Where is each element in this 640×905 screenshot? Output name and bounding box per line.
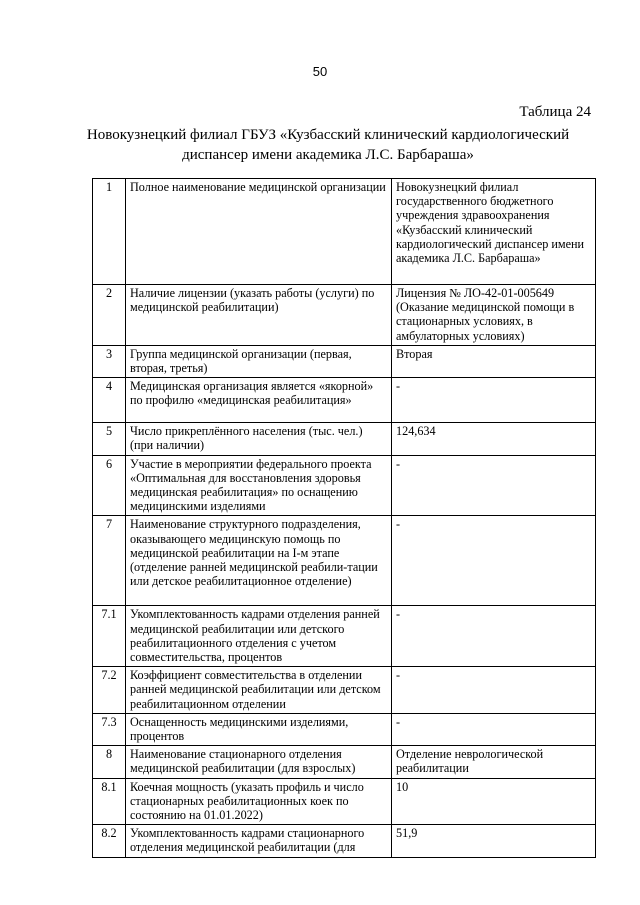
row-number: 8 (93, 746, 126, 778)
row-number: 7.2 (93, 667, 126, 714)
row-value: - (392, 713, 596, 745)
table-row (93, 455, 596, 516)
row-number: 7.1 (93, 606, 126, 667)
table-row (93, 778, 596, 825)
table-row (93, 746, 596, 778)
row-value: - (392, 606, 596, 667)
table-row (93, 667, 596, 714)
info-table (92, 178, 596, 858)
row-name: Число прикреплённого населения (тыс. чел.) (при наличии) (126, 423, 392, 455)
row-name: Укомплектованность кадрами стационарного отделения медицинской реабилитации (для (126, 825, 392, 857)
row-value: 10 (392, 778, 596, 825)
table-row (93, 825, 596, 857)
table-row (93, 285, 596, 346)
row-value: - (392, 455, 596, 516)
row-name: Оснащенность медицинскими изделиями, процентов (126, 713, 392, 745)
row-number: 2 (93, 285, 126, 346)
table-row (93, 378, 596, 423)
row-value: 124,634 (392, 423, 596, 455)
table-title: Новокузнецкий филиал ГБУЗ «Кузбасский клинический кардиологический диспансер имени академика Л.С. Барбараша» (86, 127, 570, 163)
table-row (93, 345, 596, 377)
row-number: 3 (93, 345, 126, 377)
row-number: 1 (93, 179, 126, 285)
table-row (93, 606, 596, 667)
row-value: Новокузнецкий филиал государственного бюджетного учреждения здравоохранения «Кузбасский клинический кардиологический диспансер имени академика Л.С. Барбараша» (392, 179, 596, 285)
table-row (93, 423, 596, 455)
row-value: Вторая (392, 345, 596, 377)
row-name: Полное наименование медицинской организации (126, 179, 392, 285)
row-name: Участие в мероприятии федерального проекта «Оптимальная для восстановления здоровья медицинская реабилитация» по оснащению медицинскими изделиями (126, 455, 392, 516)
table-row (93, 516, 596, 606)
row-value: - (392, 667, 596, 714)
row-number: 6 (93, 455, 126, 516)
row-name: Наименование структурного подразделения, оказывающего медицинскую помощь по медицинской реабилитации на I-м этапе (отделение ранней медицинской реабили-тации или детское реабилитационное отделение) (126, 516, 392, 606)
row-number: 8.1 (93, 778, 126, 825)
table-label: Таблица 24 (519, 104, 591, 120)
row-value: Лицензия № ЛО-42-01-005649 (Оказание медицинской помощи в стационарных условиях, в амбулаторных условиях) (392, 285, 596, 346)
row-number: 7.3 (93, 713, 126, 745)
row-value: Отделение неврологической реабилитации (392, 746, 596, 778)
row-name: Группа медицинской организации (первая, вторая, третья) (126, 345, 392, 377)
row-value: - (392, 516, 596, 606)
row-value: 51,9 (392, 825, 596, 857)
row-number: 4 (93, 378, 126, 423)
row-name: Наименование стационарного отделения медицинской реабилитации (для взрослых) (126, 746, 392, 778)
row-name: Укомплектованность кадрами отделения ранней медицинской реабилитации или детского реабилитационного отделения с учетом совместительства, процентов (126, 606, 392, 667)
row-number: 7 (93, 516, 126, 606)
row-name: Наличие лицензии (указать работы (услуги) по медицинской реабилитации) (126, 285, 392, 346)
row-name: Коечная мощность (указать профиль и число стационарных реабилитационных коек по состоянию на 01.01.2022) (126, 778, 392, 825)
table-row (93, 179, 596, 285)
row-name: Коэффициент совместительства в отделении ранней медицинской реабилитации или детском реабилитационном отделении (126, 667, 392, 714)
table-row (93, 713, 596, 745)
row-value: - (392, 378, 596, 423)
row-number: 5 (93, 423, 126, 455)
page-number: 50 (312, 64, 328, 79)
row-name: Медицинская организация является «якорной» по профилю «медицинская реабилитация» (126, 378, 392, 423)
row-number: 8.2 (93, 825, 126, 857)
